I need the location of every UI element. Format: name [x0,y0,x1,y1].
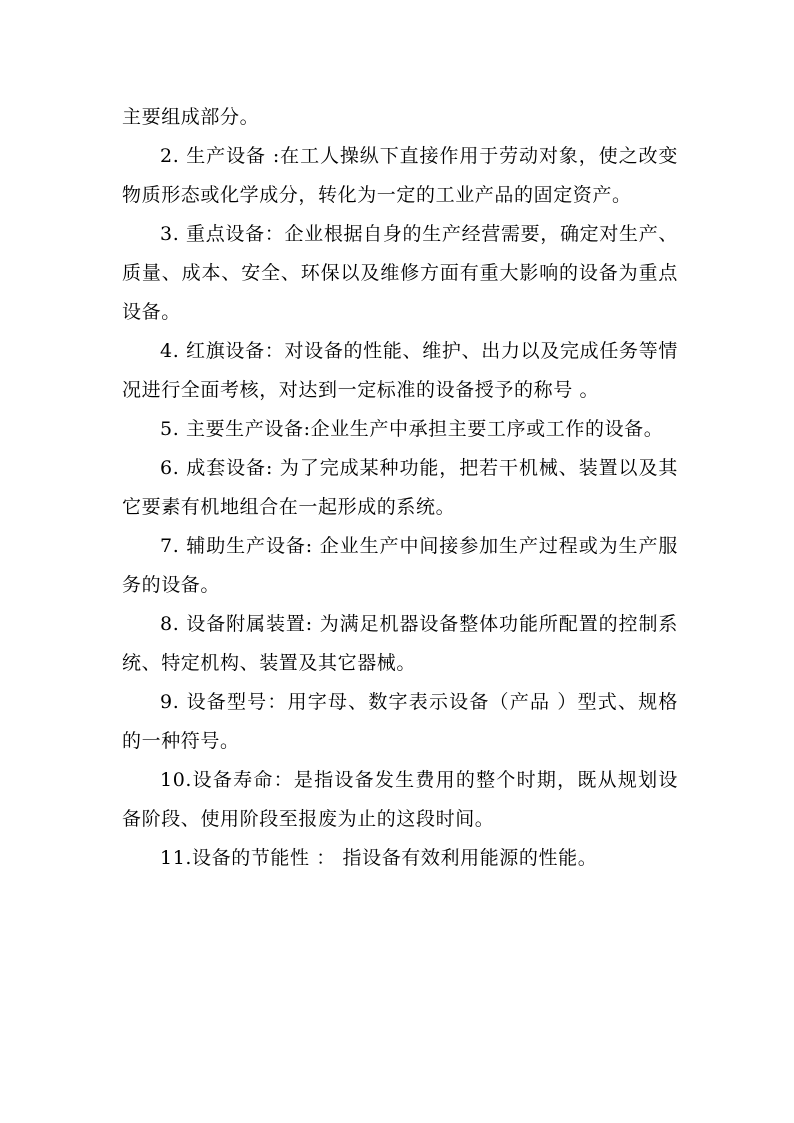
definition-energy-efficiency: 11.设备的节能性 ： 指设备有效利用能源的性能。 [160,847,598,869]
definition-auxiliary-production-equipment: 7. 辅助生产设备: 企业生产中间接参加生产过程或为生产服务的设备。 [122,535,678,596]
paragraph-continuation: 主要组成部分。 [122,106,260,128]
definition-equipment-lifespan: 10.设备寿命：是指设备发生费用的整个时期，既从规划设备阶段、使用阶段至报废为止的这段时间。 [122,769,678,830]
definition-key-equipment: 3. 重点设备：企业根据自身的生产经营需要，确定对生产、质量、成本、安全、环保以及维修方面有重大影响的设备为重点设备。 [122,223,678,323]
definition-complete-equipment-set: 6. 成套设备: 为了完成某种功能，把若干机械、装置以及其它要素有机地组合在一起形成的系统。 [122,457,678,518]
definition-production-equipment: 2. 生产设备 :在工人操纵下直接作用于劳动对象，使之改变物质形态或化学成分，转化为一定的工业产品的固定资产。 [122,145,678,206]
definition-equipment-model: 9. 设备型号：用字母、数字表示设备（产品 ）型式、规格的一种符号。 [122,691,678,752]
definition-equipment-accessory: 8. 设备附属装置: 为满足机器设备整体功能所配置的控制系统、特定机构、装置及其它器械。 [122,613,678,674]
definition-main-production-equipment: 5. 主要生产设备:企业生产中承担主要工序或工作的设备。 [160,418,664,440]
definition-red-flag-equipment: 4. 红旗设备：对设备的性能、维护、出力以及完成任务等情况进行全面考核，对达到一定标准的设备授予的称号 。 [122,340,678,401]
document-body [122,98,678,878]
